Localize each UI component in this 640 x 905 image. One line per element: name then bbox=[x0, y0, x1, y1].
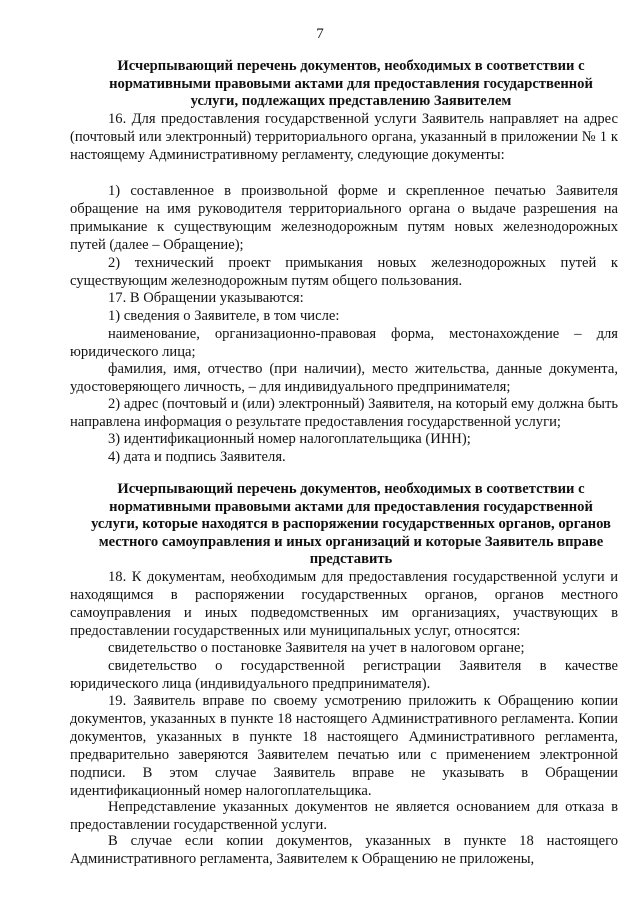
heading-line: услуги, подлежащих представлению Заявителем bbox=[190, 93, 512, 110]
paragraph-17-item-1: 1) сведения о Заявителе, в том числе: bbox=[108, 308, 340, 324]
heading-line: нормативными правовыми актами для предоставления государственной bbox=[109, 75, 593, 92]
paragraph-16: 16. Для предоставления государственной услуги Заявитель направляет на адрес (почтовый или электронный) территориального органа, указанный в приложении № 1 к настоящему Административному регламенту, следующие документы: bbox=[70, 111, 618, 163]
paragraph-19-b: Непредставление указанных документов не является основанием для отказа в предоставлении государственной услуги. bbox=[70, 799, 618, 833]
paragraph-19: 19. Заявитель вправе по своему усмотрению приложить к Обращению копии документов, указанных в пункте 18 настоящего Административного регламента. Копии документов, указанных в пункте 18 настоящего Административного регламента, предварительно заверяются Заявителем печатью или с применением электронной подписи. В этом случае Заявитель вправе не указывать в Обращении идентификационный номер налогоплательщика. bbox=[70, 693, 618, 799]
paragraph-17-item-2: 2) адрес (почтовый и (или) электронный) Заявителя, на который ему должна быть направлена информация о результате предоставления государственной услуги; bbox=[70, 396, 618, 430]
paragraph-18-item-a: свидетельство о постановке Заявителя на учет в налоговом органе; bbox=[108, 640, 525, 656]
paragraph-16-item-1: 1) составленное в произвольной форме и скрепленное печатью Заявителя обращение на имя руководителя территориального органа о выдаче разрешения на примыкание к существующим железнодорожным путям новых железнодорожных путей (далее – Обращение); bbox=[70, 183, 618, 253]
paragraph-17-item-1a: наименование, организационно-правовая форма, местонахождение – для юридического лица; bbox=[70, 326, 618, 360]
heading-line: местного самоуправления и иных организаций и которые Заявитель вправе bbox=[98, 533, 604, 550]
section-heading-documents-required bbox=[70, 58, 632, 111]
paragraph-18-item-b: свидетельство о государственной регистрации Заявителя в качестве юридического лица (индивидуального предпринимателя). bbox=[70, 658, 618, 692]
paragraph-17-item-4: 4) дата и подпись Заявителя. bbox=[108, 449, 286, 465]
heading-line: представить bbox=[309, 551, 393, 568]
paragraph-17: 17. В Обращении указываются: bbox=[108, 290, 304, 306]
heading-line: нормативными правовыми актами для предоставления государственной bbox=[109, 498, 593, 515]
paragraph-16-item-2: 2) технический проект примыкания новых железнодорожных путей к существующим железнодорожным путям общего пользования. bbox=[70, 255, 618, 289]
page-number: 7 bbox=[316, 26, 324, 42]
paragraph-17-item-1b: фамилия, имя, отчество (при наличии), место жительства, данные документа, удостоверяющего личность, – для индивидуального предпринимателя; bbox=[70, 361, 618, 395]
paragraph-19-c: В случае если копии документов, указанных в пункте 18 настоящего Административного регламента, Заявителем к Обращению не приложены, bbox=[70, 833, 618, 867]
heading-line: услуги, которые находятся в распоряжении государственных органов, органов bbox=[91, 516, 611, 533]
heading-line: Исчерпывающий перечень документов, необходимых в соответствии с bbox=[117, 481, 585, 497]
section-heading-documents-available bbox=[70, 481, 632, 569]
heading-line: Исчерпывающий перечень документов, необходимых в соответствии с bbox=[117, 58, 585, 74]
paragraph-18: 18. К документам, необходимым для предоставления государственной услуги и находящимся в распоряжении государственных органов, органов местного самоуправления и иных подведомственных им организациях, участвующих в предоставлении государственных или муниципальных услуг, относятся: bbox=[70, 569, 618, 639]
paragraph-17-item-3: 3) идентификационный номер налогоплательщика (ИНН); bbox=[108, 431, 471, 447]
